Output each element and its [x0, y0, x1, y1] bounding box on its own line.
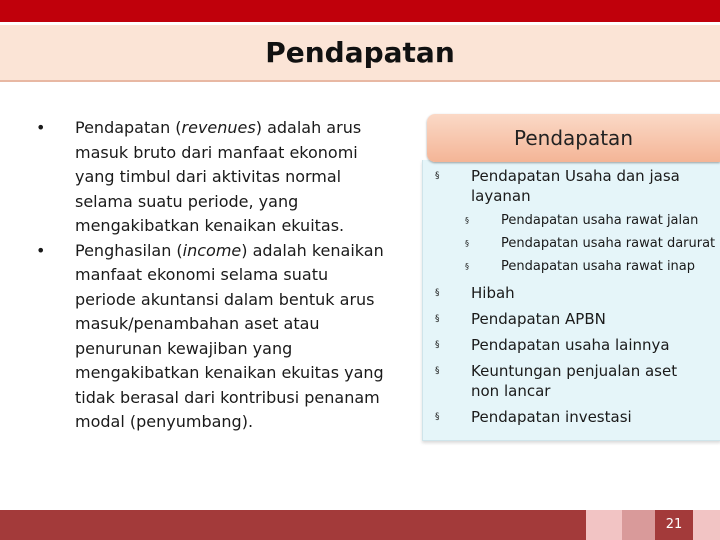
section-bullet-icon: § [465, 216, 469, 225]
revenue-item: Pendapatan investasi [471, 408, 632, 426]
footer-segment-mid [622, 510, 655, 540]
definition-term: income [182, 240, 242, 260]
page-number: 21 [665, 517, 683, 532]
revenue-panel-title: Pendapatan [513, 126, 633, 150]
footer-segment-dark [0, 510, 586, 540]
footer-bar [0, 510, 720, 540]
revenue-item: Pendapatan Usaha dan jasa layanan [471, 167, 680, 205]
revenue-panel-header [427, 114, 720, 162]
definition-text-start: Penghasilan ( [75, 240, 183, 260]
revenue-item: Pendapatan APBN [471, 310, 606, 328]
section-bullet-icon: § [435, 340, 440, 350]
revenue-types-panel [422, 160, 720, 441]
section-bullet-icon: § [435, 288, 440, 298]
title-band [0, 25, 720, 82]
bullet-dot: • [36, 118, 46, 137]
footer-segment-end [693, 510, 720, 540]
definition-income [30, 239, 390, 435]
revenue-subitem: Pendapatan usaha rawat jalan [501, 213, 699, 228]
slide-title: Pendapatan [265, 36, 455, 69]
revenue-item: Pendapatan usaha lainnya [471, 336, 670, 354]
definitions-list [30, 116, 390, 435]
revenue-item: Keuntungan penjualan aset non lancar [471, 362, 678, 400]
revenue-subitem: Pendapatan usaha rawat inap [501, 259, 696, 274]
section-bullet-icon: § [435, 171, 440, 181]
definition-text-end: ) adalah kenaikan manfaat ekonomi selama suatu periode akuntansi dalam bentuk arus masuk/penambahan aset atau penurunan kewajiban yang mengakibatkan kenaikan ekuitas yang tidak berasal dari kontribusi penanam modal (penyumbang). [75, 240, 384, 431]
definition-revenues [30, 116, 390, 239]
section-bullet-icon: § [465, 262, 469, 271]
section-bullet-icon: § [435, 314, 440, 324]
definition-text-end: ) adalah arus masuk bruto dari manfaat ekonomi yang timbul dari aktivitas normal selama suatu periode, yang mengakibatkan kenaikan ekuitas. [75, 118, 362, 235]
section-bullet-icon: § [465, 239, 469, 248]
top-accent-bar [0, 0, 720, 22]
revenue-item: Hibah [471, 284, 515, 302]
definition-term: revenues [181, 118, 256, 137]
title-underline [0, 80, 720, 82]
section-bullet-icon: § [435, 412, 440, 422]
bullet-dot: • [36, 240, 46, 260]
footer-segment-light [586, 510, 622, 540]
definition-text-start: Pendapatan ( [75, 118, 182, 137]
section-bullet-icon: § [435, 366, 440, 376]
revenue-subitem: Pendapatan usaha rawat darurat [501, 236, 716, 251]
